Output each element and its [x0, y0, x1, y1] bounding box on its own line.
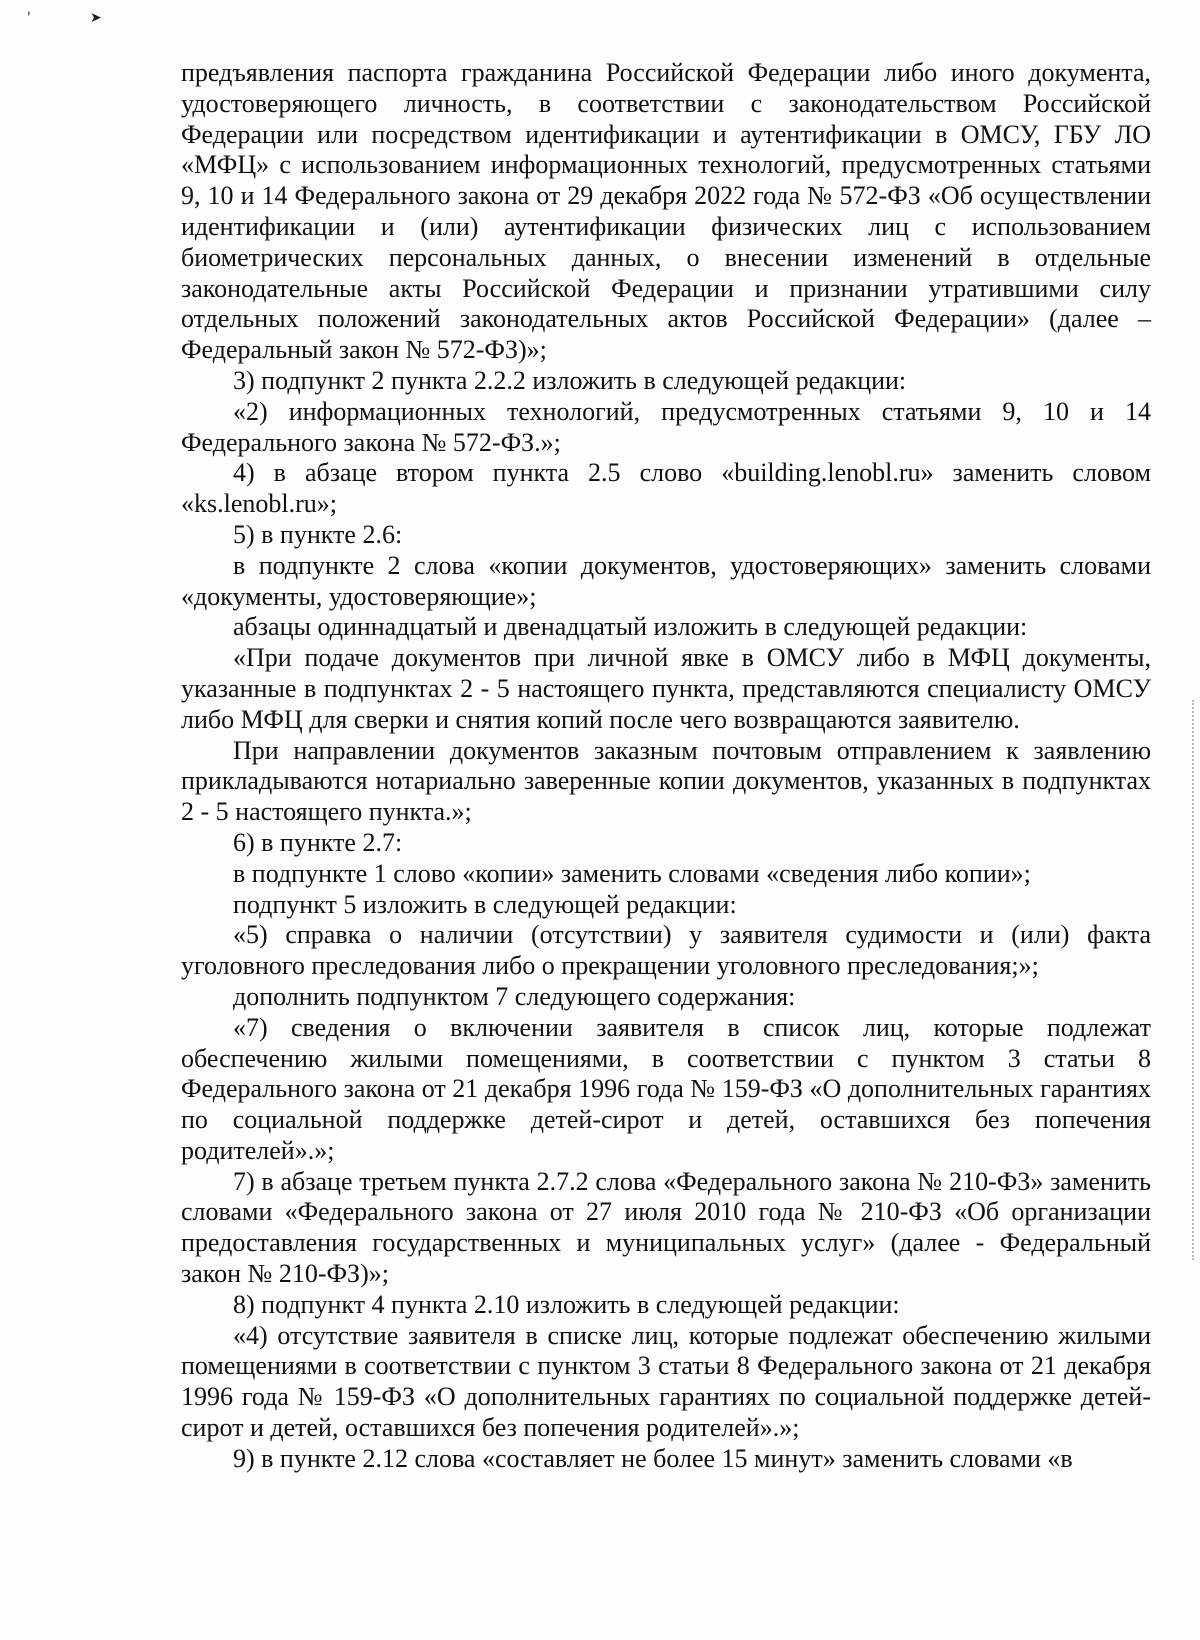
paragraph-napravlenii: При направлении документов заказным почтовым отправлением к заявлению прикладываются нотариально заверенные копии документов, указанных в подпунктах 2 - 5 настоящего пункта.»; [181, 735, 1151, 827]
scan-arrow-mark: ➤ [90, 10, 102, 26]
paragraph-subitem-5: подпункт 5 изложить в следующей редакции: [233, 889, 737, 919]
scan-mark: ' [27, 10, 31, 26]
paragraph-item-6: 6) в пункте 2.7: [233, 827, 403, 857]
paragraph-item-3: 3) подпункт 2 пункта 2.2.2 изложить в следующей редакции: [233, 365, 907, 395]
document-body [181, 58, 1151, 1475]
paragraph-quote-5: «5) справка о наличии (отсутствии) у заявителя судимости и (или) факта уголовного преследования либо о прекращении уголовного преследования;»; [181, 920, 1151, 981]
scan-edge-artifact [1192, 700, 1196, 1260]
paragraph-abzacy: абзацы одиннадцатый и двенадцатый изложить в следующей редакции: [233, 612, 1028, 642]
paragraph-item-4: 4) в абзаце втором пункта 2.5 слово «building.lenobl.ru» заменить словом «ks.lenobl.ru»; [181, 458, 1151, 519]
paragraph-quote-4: «4) отсутствие заявителя в списке лиц, которые подлежат обеспечению жилыми помещениями в соответствии с пунктом 3 статьи 8 Федерального закона от 21 декабря 1996 года № 159-ФЗ «О дополнительных гарантиях по социальной поддержке детей-сирот и детей, оставшихся без попечения родителей».»; [181, 1320, 1151, 1443]
paragraph-quote-2: «2) информационных технологий, предусмотренных статьями 9, 10 и 14 Федерального закона № 572-ФЗ.»; [181, 396, 1151, 457]
paragraph-item-5: 5) в пункте 2.6: [233, 519, 403, 549]
paragraph-item-9: 9) в пункте 2.12 слова «составляет не более 15 минут» заменить словами «в [233, 1443, 1073, 1473]
paragraph-dopolnit-7: дополнить подпунктом 7 следующего содержания: [233, 981, 796, 1011]
paragraph-subitem-2: в подпункте 2 слова «копии документов, удостоверяющих» заменить словами «документы, удостоверяющие»; [181, 550, 1151, 611]
paragraph-subitem-1: в подпункте 1 слово «копии» заменить словами «сведения либо копии»; [233, 858, 1031, 888]
paragraph-quote-7: «7) сведения о включении заявителя в список лиц, которые подлежат обеспечению жилыми помещениями, в соответствии с пунктом 3 статьи 8 Федерального закона от 21 декабря 1996 года № 159-ФЗ «О дополнительных гарантиях по социальной поддержке детей-сирот и детей, оставшихся без попечения родителей».»; [181, 1012, 1151, 1165]
paragraph-quote-podache: «При подаче документов при личной явке в ОМСУ либо в МФЦ документы, указанные в подпунктах 2 - 5 настоящего пункта, представляются специалисту ОМСУ либо МФЦ для сверки и снятия копий после чего возвращаются заявителю. [181, 643, 1151, 734]
paragraph-continuation: предъявления паспорта гражданина Российской Федерации либо иного документа, удостоверяющего личность, в соответствии с законодательством Российской Федерации или посредством идентификации и аутентификации в ОМСУ, ГБУ ЛО «МФЦ» с использованием информационных технологий, предусмотренных статьями 9, 10 и 14 Федерального закона от 29 декабря 2022 года № 572-ФЗ «Об осуществлении идентификации и (или) аутентификации физических лиц с использованием биометрических персональных данных, о внесении изменений в отдельные законодательные акты Российской Федерации и признании утратившими силу отдельных положений законодательных актов Российской Федерации» (далее – Федеральный закон № 572-ФЗ)»; [181, 58, 1151, 365]
paragraph-item-8: 8) подпункт 4 пункта 2.10 изложить в следующей редакции: [233, 1289, 900, 1319]
paragraph-item-7: 7) в абзаце третьем пункта 2.7.2 слова «Федерального закона № 210-ФЗ» заменить словами «Федерального закона от 27 июля 2010 года № 210-ФЗ «Об организации предоставления государственных и муниципальных услуг» (далее - Федеральный закон № 210-ФЗ)»; [181, 1166, 1151, 1289]
